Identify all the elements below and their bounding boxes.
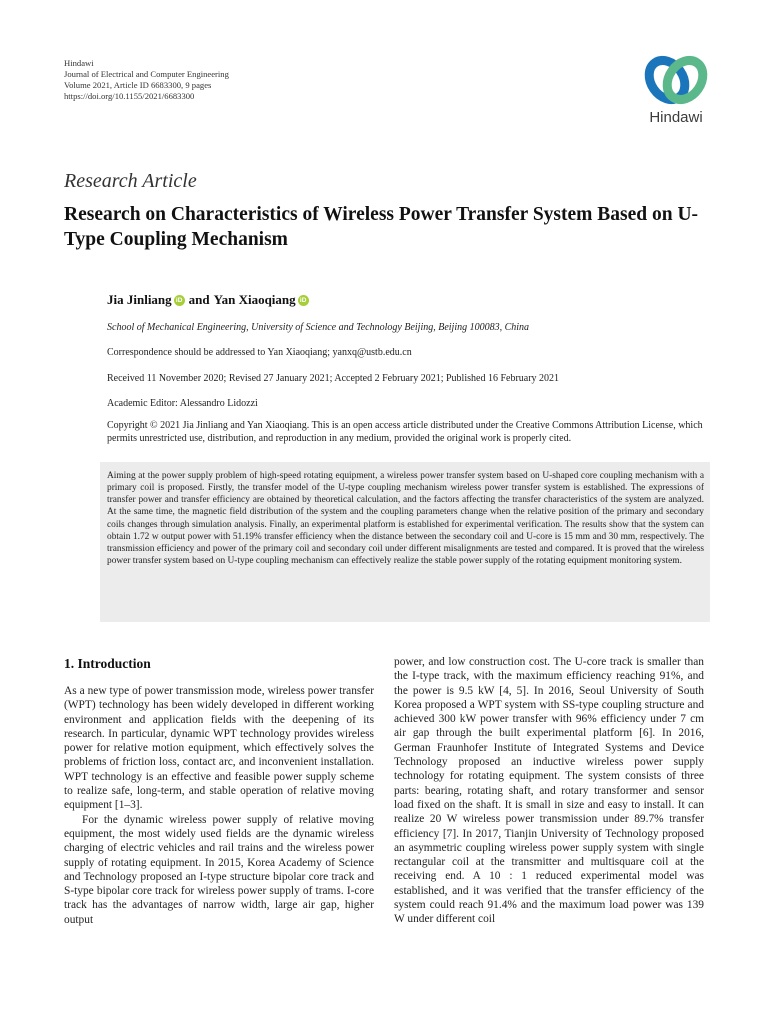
journal-header (64, 58, 229, 102)
paper-title: Research on Characteristics of Wireless Power Transfer System Based on U-Type Coupling Mechanism (64, 204, 699, 250)
publisher-name: Hindawi (64, 58, 94, 68)
author-name[interactable]: Jia Jinliang (107, 292, 172, 307)
orcid-icon[interactable]: iD (298, 295, 309, 306)
author-conjunction: and (188, 292, 210, 307)
body-paragraph: power, and low construction cost. The U-core track is smaller than the I-type track, with the maximum efficiency reaching 91%, and the power is 9.5 kW [4, 5]. In 2016, Seoul University of South Korea proposed a WPT system with SS-type coupling structure and achieved 300 kW power transfer with 96% efficiency under 7 cm air gap through the built experimental platform [6]. In 2016, German Fraunhofer Institute of Integrated Systems and Device Technology proposed an inductive wireless power supply technology for rotating equipment. The system consists of three parts: bearing, rotating shaft, and rotary transformer and sensor load fixed on the shaft. It is small in size and easy to install. It can realize 20 W wireless power transmission under 89.7% transfer efficiency [7]. In 2017, Tianjin University of Technology proposed an asymmetric coupling wireless power supply system with single rectangular coil at the transmitter and multisquare coil at the receiving end. A 10 : 1 reduced experimental model was established, and it was verified that the transfer efficiency of the system could reach 91.4% and the maximum load power was 139 W under different coil (394, 656, 704, 926)
right-column (394, 655, 704, 927)
hindawi-logo-icon (643, 52, 709, 108)
body-paragraph: For the dynamic wireless power supply of relative moving equipment, the most widely used fields are the dynamic wireless charging of electric vehicles and rail trains and the wireless power supply of rotating equipment. In 2015, Korea Academy of Science and Technology proposed an I-type structure bipolar core track and S-type bipolar core track for wireless power supply of trams. I-core track has the advantages of narrow width, large air gap, higher output (64, 813, 374, 926)
body-paragraph: As a new type of power transmission mode, wireless power transfer (WPT) technology has been widely developed in different working environment and application fields with the deepening of its research. In particular, dynamic WPT technology provides wireless power for relative motion equipment, which effectively solves the problems of friction loss, contact arc, and inconvenient installation. WPT technology is an effective and feasible power supply scheme to realize safe, long-term, and stable operation of relative moving equipment [1–3]. (64, 685, 374, 812)
logo-text: Hindawi (649, 109, 703, 126)
doi-link[interactable]: https://doi.org/10.1155/2021/6683300 (64, 91, 195, 101)
correspondence: Correspondence should be addressed to Yan Xiaoqiang; yanxq@ustb.edu.cn (107, 347, 412, 358)
author-list (107, 292, 313, 308)
copyright-notice: Copyright © 2021 Jia Jinliang and Yan Xiaoqiang. This is an open access article distributed under the Creative Commons Attribution License, which permits unrestricted use, distribution, and reproduction in any medium, provided the original work is properly cited. (107, 420, 703, 444)
publication-dates: Received 11 November 2020; Revised 27 January 2021; Accepted 2 February 2021; Published 16 February 2021 (107, 373, 560, 384)
volume-info: Volume 2021, Article ID 6683300, 9 pages (64, 80, 212, 90)
affiliation: School of Mechanical Engineering, University of Science and Technology Beijing, Beijing 100083, China (107, 322, 530, 333)
author-name[interactable]: Yan Xiaoqiang (213, 292, 296, 307)
hindawi-logo (636, 52, 716, 136)
journal-name: Journal of Electrical and Computer Engineering (64, 69, 229, 79)
abstract-text: Aiming at the power supply problem of high-speed rotating equipment, a wireless power transfer system based on U-shaped core coupling mechanism with a primary coil is proposed. Firstly, the transfer model of the U-type coupling mechanism wireless power transfer system is established. The expressions of transfer power and transfer efficiency are obtained by theoretical calculation, and the factors affecting the transfer characteristics of the system are analyzed. At the same time, the magnetic field distribution of the system and the coupling parameters change when the relative position of the primary and secondary coils changes through simulation analysis. Finally, an experimental platform is established for experimental verification. The results show that the system can obtain 1.72 w output power with 51.19% transfer efficiency when the distance between the secondary coil and U-core is 15 mm and 30 mm, respectively. The transmission efficiency and power of the primary coil and secondary coil under different misalignments are tested and compared. It is proved that the wireless power transfer system based on U-type coupling mechanism can effectively realize the stable power supply of the rotating equipment monitoring system. (107, 471, 704, 567)
orcid-icon[interactable]: iD (174, 295, 185, 306)
left-column (64, 684, 374, 927)
article-type: Research Article (64, 170, 197, 192)
section-heading: 1. Introduction (64, 656, 151, 671)
academic-editor: Academic Editor: Alessandro Lidozzi (107, 398, 258, 409)
